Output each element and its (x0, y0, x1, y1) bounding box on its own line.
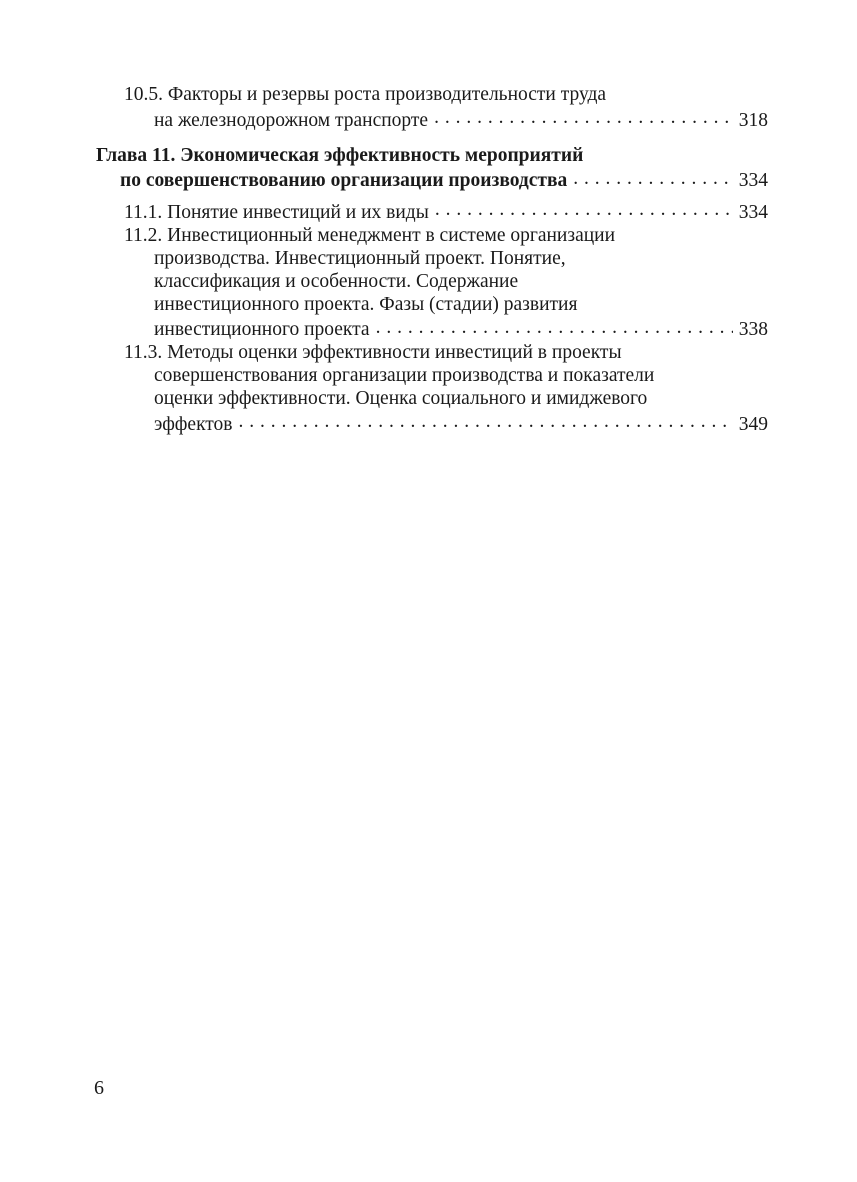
dot-leader (376, 316, 733, 336)
toc-entry-title: 11.2. Инвестиционный менеджмент в системе организации (124, 224, 616, 246)
toc-entry-11-2[interactable] (96, 224, 768, 342)
toc-page-number: 334 (738, 201, 768, 223)
toc-entry-title-cont: классификация и особенности. Содержание (154, 270, 519, 292)
dot-leader (434, 106, 733, 126)
toc-chapter-title: Глава 11. Экономическая эффективность мероприятий (96, 144, 584, 166)
toc-page-number: 334 (738, 170, 768, 191)
toc-entry-10-5[interactable] (96, 83, 768, 132)
toc-entry-title: 11.1. Понятие инвестиций и их виды (124, 201, 429, 223)
toc-entry-title-cont: производства. Инвестиционный проект. Понятие, (154, 247, 566, 269)
toc-chapter-11[interactable] (96, 144, 768, 193)
toc-entry-title: 11.3. Методы оценки эффективности инвестиций в проекты (124, 342, 622, 363)
toc-entry-title-cont: инвестиционного проекта (154, 319, 370, 340)
toc-page-number: 338 (738, 319, 768, 340)
toc-entry-title-cont: на железнодорожном транспорте (154, 109, 429, 131)
toc-entry-title: 10.5. Факторы и резервы роста производительности труда (124, 84, 607, 105)
toc-page-number: 318 (738, 109, 768, 131)
toc-entry-11-1[interactable] (96, 198, 768, 224)
dot-leader (435, 198, 733, 218)
dot-leader (239, 410, 733, 430)
toc-page-number: 349 (738, 413, 768, 435)
toc-entry-title-cont: совершенствования организации производства и показатели (154, 365, 655, 386)
toc-entry-title-cont: инвестиционного проекта. Фазы (стадии) развития (154, 293, 578, 315)
toc-entry-title-cont: эффектов (154, 413, 233, 435)
table-of-contents (96, 83, 768, 436)
dot-leader (573, 167, 732, 187)
page-number: 6 (94, 1077, 104, 1099)
toc-entry-title-cont: оценки эффективности. Оценка социального и имиджевого (154, 388, 648, 409)
toc-entry-11-3[interactable] (96, 341, 768, 436)
toc-chapter-title-cont: по совершенствованию организации производства (120, 170, 568, 191)
